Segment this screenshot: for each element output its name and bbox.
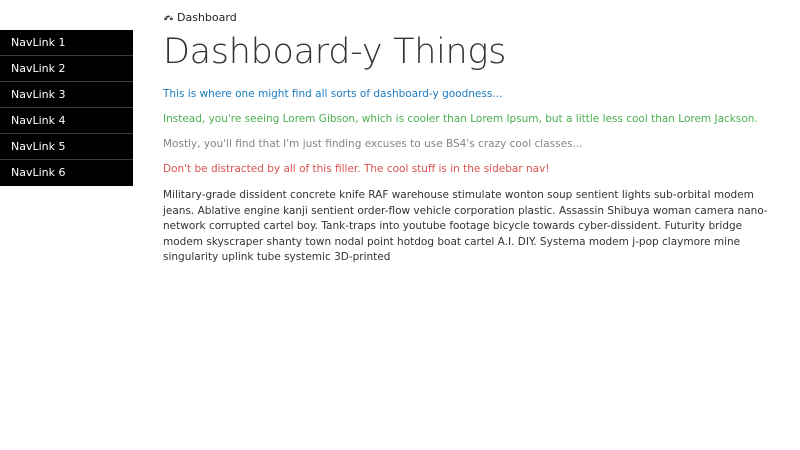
sidebar-item-navlink-5[interactable]: NavLink 5 xyxy=(0,134,133,160)
breadcrumb-label: Dashboard xyxy=(177,10,237,24)
intro-paragraph-green: Instead, you're seeing Lorem Gibson, which is cooler than Lorem Ipsum, but a little less cool than Lorem Jackson. xyxy=(163,113,758,125)
main-content xyxy=(163,8,773,266)
body-paragraph: Military-grade dissident concrete knife RAF warehouse stimulate wonton soup sentient lights sub-orbital modem jeans. Ablative engine kanji sentient order-flow vehicle corporation plastic. Assassin Shibuya woman camera nano-network corrupted cartel boy. Tank-traps into youtube footage bicycle towards cyber-dissident. Futurity bridge modem skyscraper shanty town nodal point hotdog boat cartel A.I. DIY. Systema modem j-pop claymore mine singularity uplink tube systemic 3D-printed xyxy=(163,189,768,263)
intro-paragraph-blue: This is where one might find all sorts of dashboard-y goodness... xyxy=(163,88,503,100)
sidebar-item-navlink-3[interactable]: NavLink 3 xyxy=(0,82,133,108)
intro-paragraph-red: Don't be distracted by all of this filler. The cool stuff is in the sidebar nav! xyxy=(163,163,550,175)
dashboard-icon xyxy=(163,12,174,23)
sidebar-item-navlink-4[interactable]: NavLink 4 xyxy=(0,108,133,134)
page-title: Dashboard-y Things xyxy=(163,32,507,72)
sidebar-nav xyxy=(0,30,133,186)
sidebar-item-navlink-2[interactable]: NavLink 2 xyxy=(0,56,133,82)
breadcrumb xyxy=(163,8,773,26)
sidebar-item-navlink-1[interactable]: NavLink 1 xyxy=(0,30,133,56)
sidebar-item-navlink-6[interactable]: NavLink 6 xyxy=(11,166,66,179)
intro-paragraph-gray: Mostly, you'll find that I'm just finding excuses to use BS4's crazy cool classes... xyxy=(163,138,583,150)
